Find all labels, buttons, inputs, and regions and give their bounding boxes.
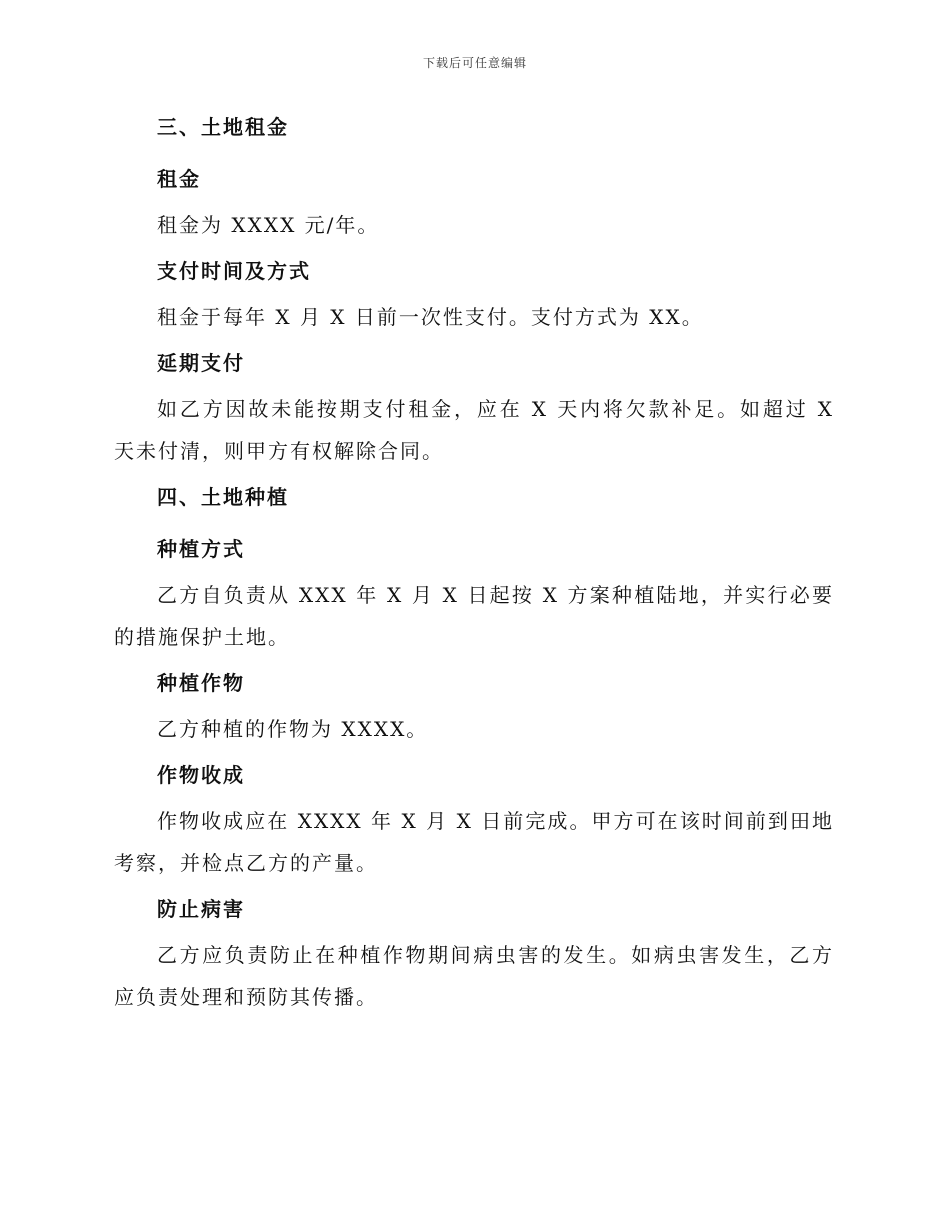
section-title-land-planting: 四、土地种植 bbox=[157, 485, 289, 509]
paragraph-crop: 乙方种植的作物为 XXXX。 bbox=[157, 717, 429, 741]
paragraph-harvest: 作物收成应在 XXXX 年 X 月 X 日前完成。甲方可在该时间前到田地考察，并检点乙方的产量。 bbox=[114, 809, 834, 875]
subheading-harvest: 作物收成 bbox=[157, 763, 245, 787]
document-body bbox=[114, 112, 834, 1018]
subheading-payment: 支付时间及方式 bbox=[157, 259, 311, 283]
subheading-rent: 租金 bbox=[157, 167, 201, 191]
paragraph-payment: 租金于每年 X 月 X 日前一次性支付。支付方式为 XX。 bbox=[157, 305, 704, 329]
paragraph-pest-prevention: 乙方应负责防止在种植作物期间病虫害的发生。如病虫害发生，乙方应负责处理和预防其传播。 bbox=[114, 943, 834, 1009]
subheading-planting-method: 种植方式 bbox=[157, 537, 245, 561]
paragraph-planting-method: 乙方自负责从 XXX 年 X 月 X 日起按 X 方案种植陆地，并实行必要的措施保护土地。 bbox=[114, 583, 834, 649]
subheading-pest-prevention: 防止病害 bbox=[157, 897, 245, 921]
subheading-crop: 种植作物 bbox=[157, 671, 245, 695]
paragraph-delay: 如乙方因故未能按期支付租金，应在 X 天内将欠款补足。如超过 X 天未付清，则甲方有权解除合同。 bbox=[114, 397, 834, 463]
page-header-note: 下载后可任意编辑 bbox=[422, 56, 527, 70]
section-title-land-rent: 三、土地租金 bbox=[157, 115, 289, 139]
subheading-delay: 延期支付 bbox=[157, 351, 245, 375]
paragraph-rent: 租金为 XXXX 元/年。 bbox=[157, 213, 380, 237]
